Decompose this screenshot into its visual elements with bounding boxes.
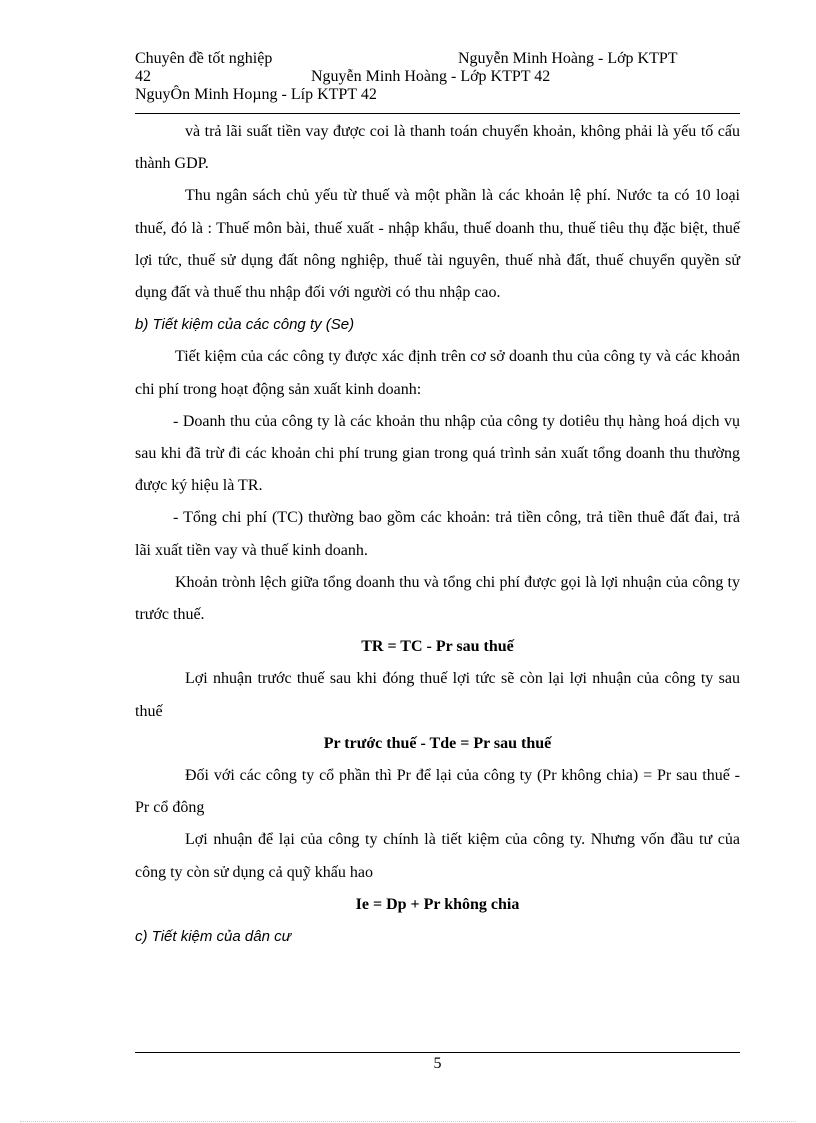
header-author-garbled: NguyÔn Minh Hoµng - Líp KTPT 42 bbox=[135, 86, 377, 103]
footer-rule bbox=[135, 1052, 740, 1053]
page-number: 5 bbox=[433, 1055, 442, 1072]
header-line-2 bbox=[135, 68, 740, 86]
section-heading-b: b) Tiết kiệm của các công ty (Se) bbox=[135, 316, 355, 334]
section-heading-c: c) Tiết kiệm của dân cư bbox=[135, 928, 292, 946]
paragraph: - Tổng chi phí (TC) thường bao gồm các khoản: trả tiền công, trả tiền thuê đất đai, trả lãi xuất tiền vay và thuế kinh doanh. bbox=[135, 509, 740, 559]
header-rule bbox=[135, 113, 740, 114]
formula-ie: Ie = Dp + Pr không chia bbox=[355, 895, 520, 913]
paragraph: Lợi nhuận để lại của công ty chính là tiết kiệm của công ty. Nhưng vốn đầu tư của công ty còn sử dụng cả quỹ khấu hao bbox=[135, 831, 740, 881]
formula-tr: TR = TC - Pr sau thuế bbox=[361, 638, 514, 656]
paragraph: - Doanh thu của công ty là các khoản thu nhập của công ty dotiêu thụ hàng hoá dịch vụ sau khi đã trừ đi các khoản chi phí trung gian trong quá trình sản xuất tổng doanh thu thường được ký hiệu là TR. bbox=[135, 412, 740, 495]
header-line-1 bbox=[135, 50, 740, 68]
header-author: Nguyễn Minh Hoàng - Lớp KTPT bbox=[458, 50, 678, 67]
document-body bbox=[135, 116, 740, 953]
header-class-number: 42 bbox=[135, 68, 151, 85]
page-header bbox=[135, 50, 740, 104]
header-doc-type: Chuyên đề tốt nghiệp bbox=[135, 50, 273, 67]
page-edge bbox=[20, 1121, 796, 1122]
paragraph: Thu ngân sách chủ yếu từ thuế và một phần là các khoản lệ phí. Nước ta có 10 loại thuế, đó là : Thuế môn bài, thuế xuất - nhập khẩu, thuế doanh thu, thuế tiêu thụ đặc biệt, thuế lợi tức, thuế sử dụng đất nông nghiệp, thuế tài nguyên, thuế nhà đất, thuế chuyển quyền sử dụng đất và thuế thu nhập đối với người có thu nhập cao. bbox=[135, 187, 740, 302]
formula-pr: Pr trước thuế - Tde = Pr sau thuế bbox=[323, 734, 552, 752]
header-author-repeat: Nguyễn Minh Hoàng - Lớp KTPT 42 bbox=[311, 68, 551, 85]
paragraph: Tiết kiệm của các công ty được xác định trên cơ sở doanh thu của công ty và các khoản chi phí trong hoạt động sản xuất kinh doanh: bbox=[135, 348, 740, 398]
paragraph: Khoản trònh lệch giữa tổng doanh thu và tổng chi phí được gọi là lợi nhuận của công ty trước thuế. bbox=[135, 573, 740, 624]
paragraph: Đối với các công ty cổ phần thì Pr để lại của công ty (Pr không chia) = Pr sau thuế - Pr cổ đông bbox=[135, 767, 740, 817]
paragraph: Lợi nhuận trước thuế sau khi đóng thuế lợi tức sẽ còn lại lợi nhuận của công ty sau thuế bbox=[135, 670, 740, 720]
header-line-3 bbox=[135, 86, 740, 104]
paragraph: và trả lãi suất tiền vay được coi là thanh toán chuyển khoản, không phải là yếu tố cấu thành GDP. bbox=[135, 123, 740, 173]
